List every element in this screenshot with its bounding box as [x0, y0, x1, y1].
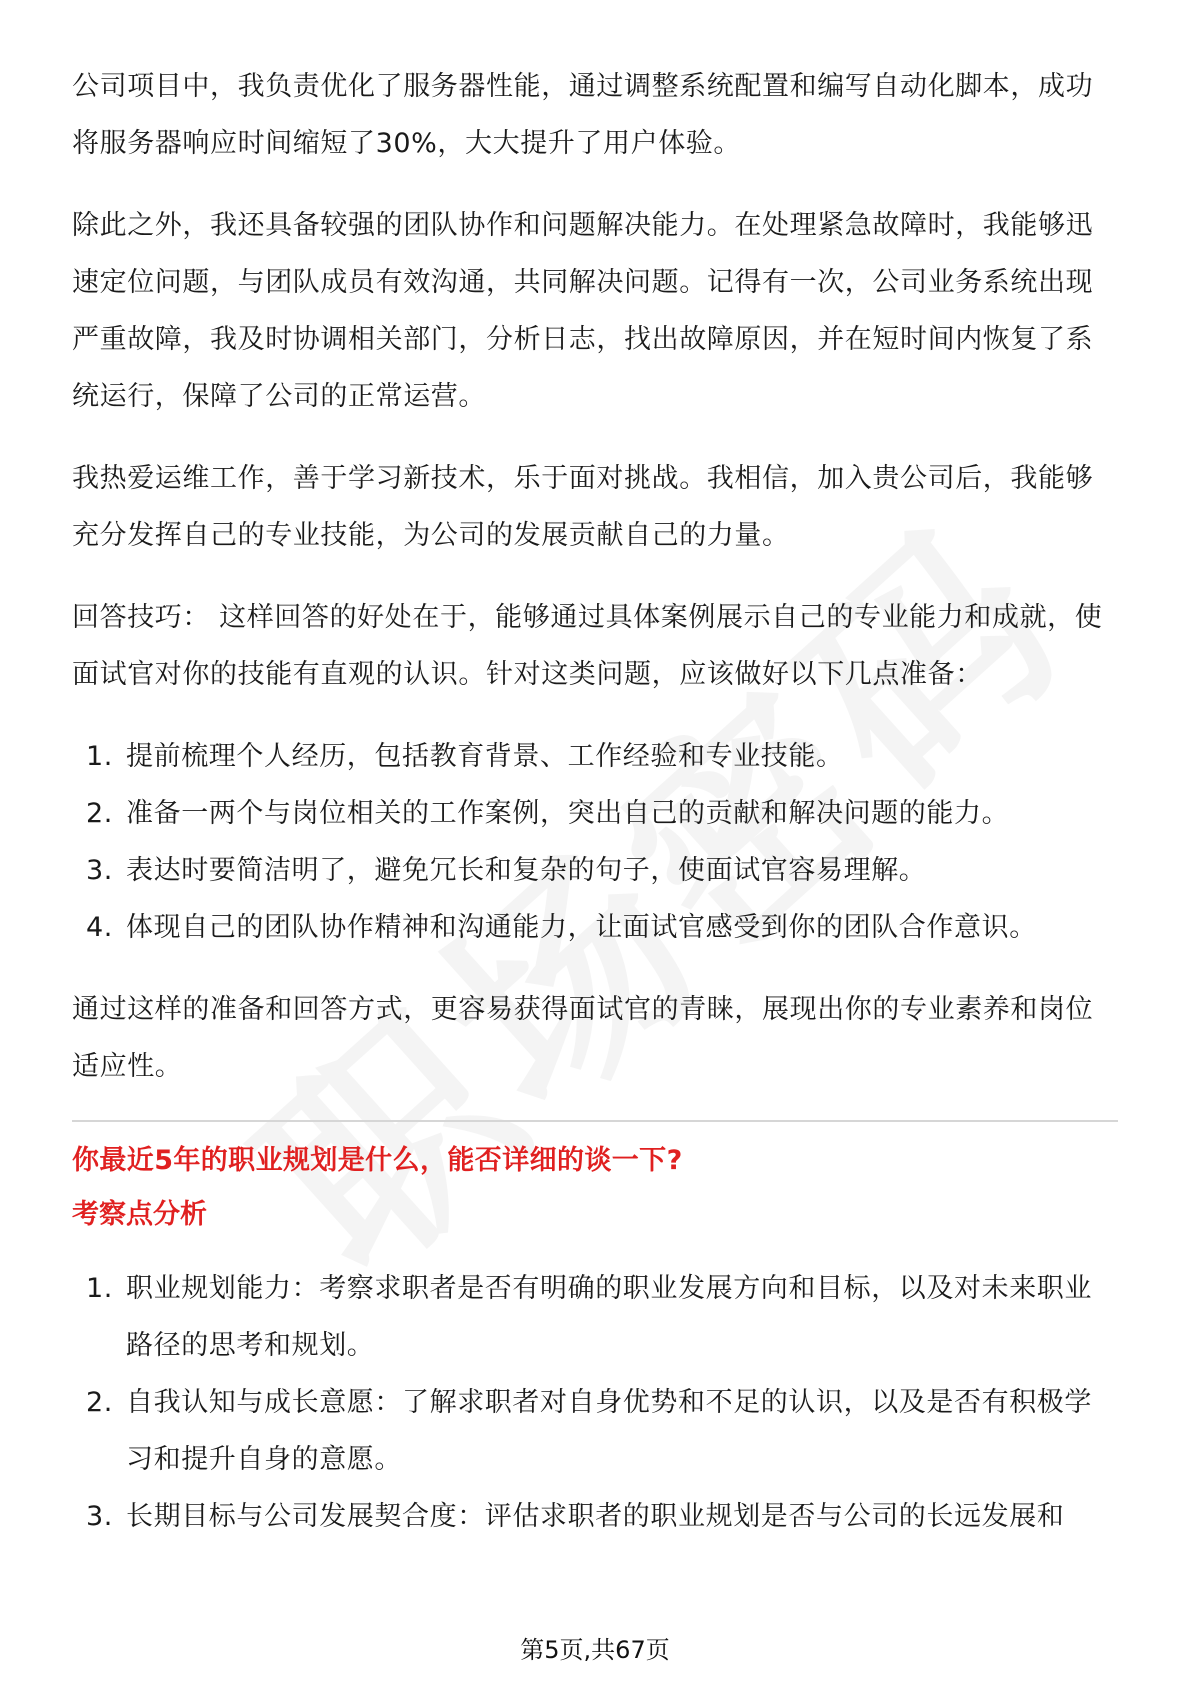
list-text: 体现自己的团队协作精神和沟通能力，让面试官感受到你的团队合作意识。: [126, 912, 1037, 943]
page-footer: 第5页,共67页: [520, 1636, 670, 1664]
paragraph-project: 公司项目中，我负责优化了服务器性能，通过调整系统配置和编写自动化脚本，成功将服务器响应时间缩短了30%，大大提升了用户体验。: [72, 71, 1094, 159]
list-number: 3.: [86, 855, 113, 886]
list-item: [72, 1374, 1118, 1488]
list-text: 提前梳理个人经历，包括教育背景、工作经验和专业技能。: [126, 741, 844, 772]
paragraph-teamwork: 除此之外，我还具备较强的团队协作和问题解决能力。在处理紧急故障时，我能够迅速定位问题，与团队成员有效沟通，共同解决问题。记得有一次，公司业务系统出现严重故障，我及时协调相关部门，分析日志，找出故障原因，并在短时间内恢复了系统运行，保障了公司的正常运营。: [72, 210, 1094, 412]
list-text: 职业规划能力：考察求职者是否有明确的职业发展方向和目标，以及对未来职业路径的思考和规划。: [126, 1273, 1092, 1361]
list-number: 4.: [86, 912, 113, 943]
list-item: [72, 842, 1118, 899]
list-text: 长期目标与公司发展契合度：评估求职者的职业规划是否与公司的长远发展和: [126, 1501, 1065, 1532]
paragraph-answer-tips: 回答技巧： 这样回答的好处在于，能够通过具体案例展示自己的专业能力和成就，使面试官对你的技能有直观的认识。针对这类问题，应该做好以下几点准备：: [72, 602, 1103, 690]
list-number: 3.: [86, 1501, 113, 1532]
analysis-list: [72, 1260, 1118, 1545]
list-item: [72, 785, 1118, 842]
paragraph-passion: 我热爱运维工作，善于学习新技术，乐于面对挑战。我相信，加入贵公司后，我能够充分发挥自己的专业技能，为公司的发展贡献自己的力量。: [72, 463, 1094, 551]
tips-list: [72, 728, 1118, 956]
list-text: 准备一两个与岗位相关的工作案例，突出自己的贡献和解决问题的能力。: [126, 798, 1010, 829]
list-text: 自我认知与成长意愿：了解求职者对自身优势和不足的认识，以及是否有积极学习和提升自身的意愿。: [126, 1387, 1092, 1475]
list-item: [72, 728, 1118, 785]
list-item: [72, 899, 1118, 956]
list-number: 2.: [86, 798, 113, 829]
document-page: [72, 58, 1118, 1570]
list-number: 2.: [86, 1387, 113, 1418]
list-item: [72, 1260, 1118, 1374]
list-text: 表达时要简洁明了，避免冗长和复杂的句子，使面试官容易理解。: [126, 855, 927, 886]
paragraph-closing: 通过这样的准备和回答方式，更容易获得面试官的青睐，展现出你的专业素养和岗位适应性。: [72, 994, 1094, 1082]
question-heading: 你最近5年的职业规划是什么，能否详细的谈一下?: [72, 1145, 683, 1176]
section-divider: [72, 1120, 1118, 1122]
list-number: 1.: [86, 741, 113, 772]
list-item: [72, 1488, 1118, 1545]
analysis-heading: 考察点分析: [72, 1199, 207, 1230]
list-number: 1.: [86, 1273, 113, 1304]
